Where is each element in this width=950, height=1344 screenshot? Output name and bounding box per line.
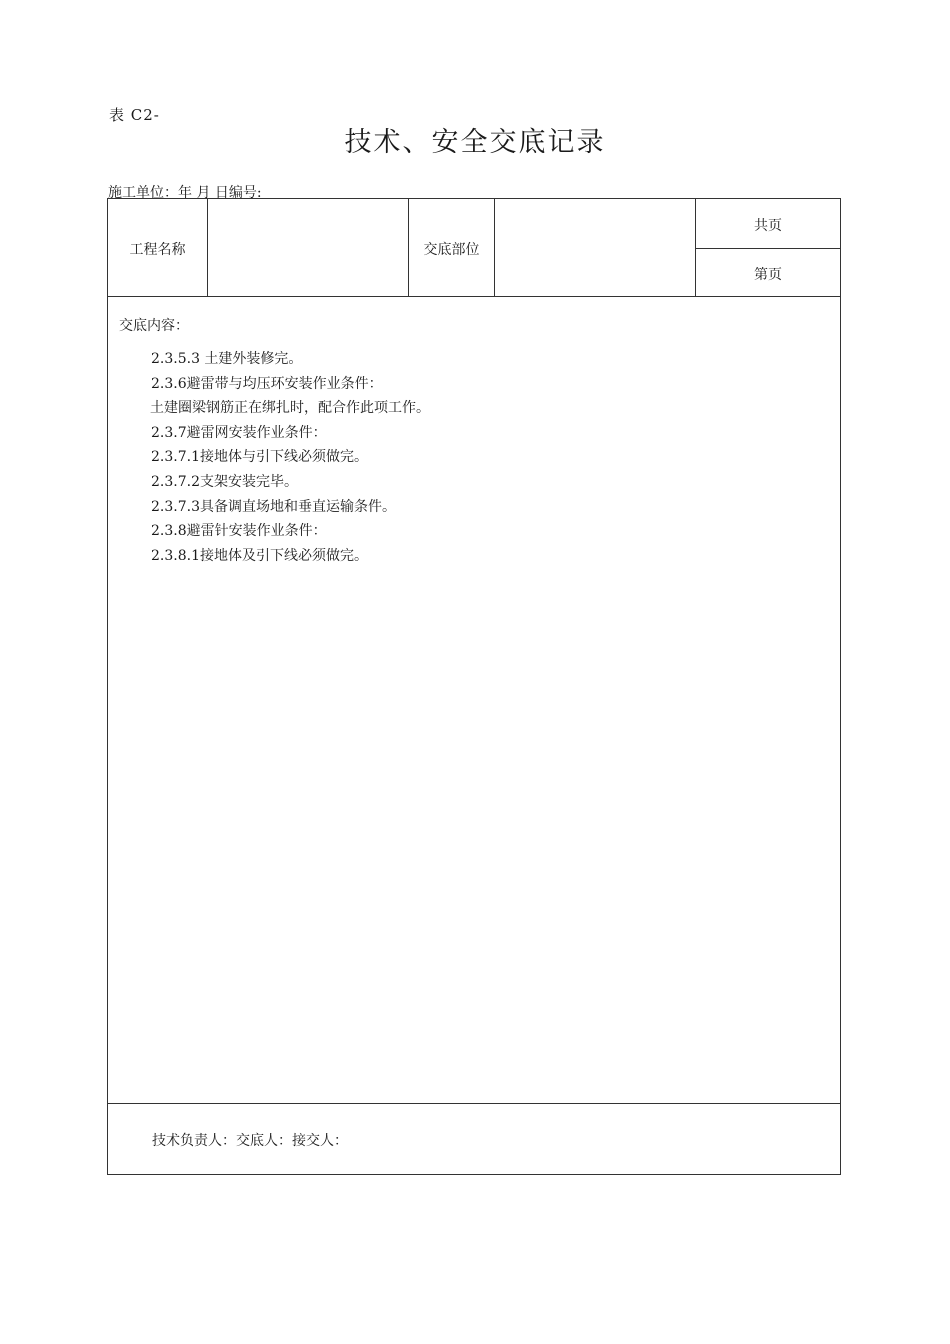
content-line: 土建圈梁钢筋正在绑扎时，配合作此项工作。 bbox=[150, 400, 430, 417]
content-line: 2.3.7.3具备调直场地和垂直运输条件。 bbox=[151, 498, 396, 515]
project-name-label: 工程名称 bbox=[129, 242, 186, 258]
signature-rule bbox=[108, 1103, 840, 1104]
content-line: 2.3.7.2支架安装完毕。 bbox=[151, 473, 298, 490]
location-label: 交底部位 bbox=[423, 242, 480, 258]
total-pages-label: 共页 bbox=[754, 218, 782, 234]
page-split-rule bbox=[696, 248, 840, 249]
content-line: 2.3.7.1接地体与引下线必须做完。 bbox=[151, 449, 368, 466]
content-line: 2.3.8避雷针安装作业条件： bbox=[151, 523, 327, 540]
content-line: 2.3.5.3 土建外装修完。 bbox=[151, 351, 303, 367]
col-divider bbox=[494, 199, 495, 296]
header-bottom-rule bbox=[108, 296, 840, 297]
content-body bbox=[151, 347, 430, 568]
form-code: 表 C2- bbox=[109, 106, 160, 124]
page-number-label: 第页 bbox=[754, 267, 782, 283]
content-line: 2.3.8.1接地体及引下线必须做完。 bbox=[151, 547, 368, 564]
content-line: 2.3.7避雷网安装作业条件： bbox=[151, 424, 327, 441]
signature-line: 技术负责人：交底人：接交人： bbox=[152, 1133, 348, 1149]
col-divider bbox=[207, 199, 208, 296]
meta-line: 施工单位：年 月 日编号: bbox=[108, 185, 262, 201]
record-table bbox=[107, 198, 841, 1175]
document-title: 技术、安全交底记录 bbox=[344, 127, 606, 158]
content-line: 2.3.6避雷带与均压环安装作业条件： bbox=[151, 375, 383, 392]
content-label: 交底内容： bbox=[119, 318, 189, 334]
